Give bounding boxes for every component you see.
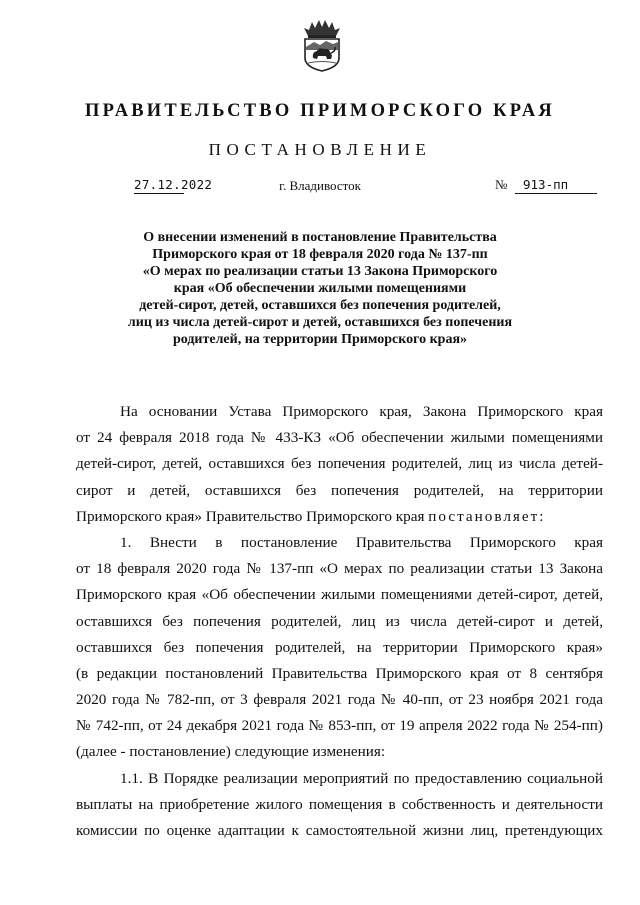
heading-line: О внесении изменений в постановление Правительства [143, 230, 497, 245]
document-heading [118, 229, 522, 348]
body-line: 1.1. В Порядке реализации мероприятий по предоставлению социальной [120, 769, 603, 787]
document-meta-row [0, 177, 640, 197]
body-line: сирот и детей, оставшихся без попечения родителей, на территории [76, 481, 603, 499]
heading-line: Приморского края от 18 февраля 2020 года № 137-пп [152, 247, 488, 262]
document-number: 913-пп [515, 177, 597, 194]
body-line [76, 504, 603, 530]
document-type: ПОСТАНОВЛЕНИЕ [208, 140, 432, 159]
body-line: На основании Устава Приморского края, Закона Приморского края [120, 403, 603, 420]
body-line: 1. Внести в постановление Правительства Приморского края [120, 533, 603, 551]
body-line: оставшихся без попечения родителей, на территории Приморского края» [76, 638, 603, 656]
heading-line: детей-сирот, детей, оставшихся без попечения родителей, [139, 298, 501, 313]
body-line: (в редакции постановлений Правительства Приморского края от 8 сентября [76, 664, 603, 682]
resolution-word: постановляет: [428, 507, 546, 525]
document-place: г. Владивосток [279, 178, 361, 193]
document-date: 27.12.2022 [134, 177, 213, 192]
body-line-text: Приморского края» Правительство Приморского края [76, 507, 425, 525]
heading-line: «О мерах по реализации статьи 13 Закона Приморского [142, 264, 498, 279]
body-line: 2020 года № 782-пп, от 3 февраля 2021 года № 40-пп, от 23 ноября 2021 года [76, 691, 603, 709]
body-line: (далее - постановление) следующие изменения: [76, 743, 386, 761]
government-title: ПРАВИТЕЛЬСТВО ПРИМОРСКОГО КРАЯ [84, 101, 555, 121]
body-line: детей-сирот, детей, оставшихся без попечения родителей, лиц из числа детей- [76, 455, 603, 473]
document-body [76, 399, 603, 844]
body-line: комиссии по оценке адаптации к самостоятельной жизни лиц, претендующих [76, 822, 603, 839]
heading-line: лиц из числа детей-сирот и детей, оставшихся без попечения [127, 315, 513, 330]
body-line: от 18 февраля 2020 года № 137-пп «О мерах по реализации статьи 13 Закона [76, 560, 603, 578]
heading-line: родителей, на территории Приморского края» [172, 332, 468, 347]
body-line: Приморского края «Об обеспечении жилыми помещениями детей-сирот, детей, [76, 586, 603, 604]
body-line: оставшихся без попечения родителей, лиц из числа детей-сирот и детей, [76, 612, 603, 630]
body-line: выплаты на приобретение жилого помещения в собственность и деятельности [76, 795, 603, 813]
body-line: от 24 февраля 2018 года № 433-КЗ «Об обеспечении жилыми помещениями [76, 429, 603, 447]
primorsky-coat-of-arms-icon [300, 14, 344, 72]
body-line: № 742-пп, от 24 декабря 2021 года № 853-пп, от 19 апреля 2022 года № 254-пп) [76, 717, 603, 735]
document-number-label: № [495, 177, 508, 192]
heading-line: края «Об обеспечении жилыми помещениями [173, 281, 467, 296]
